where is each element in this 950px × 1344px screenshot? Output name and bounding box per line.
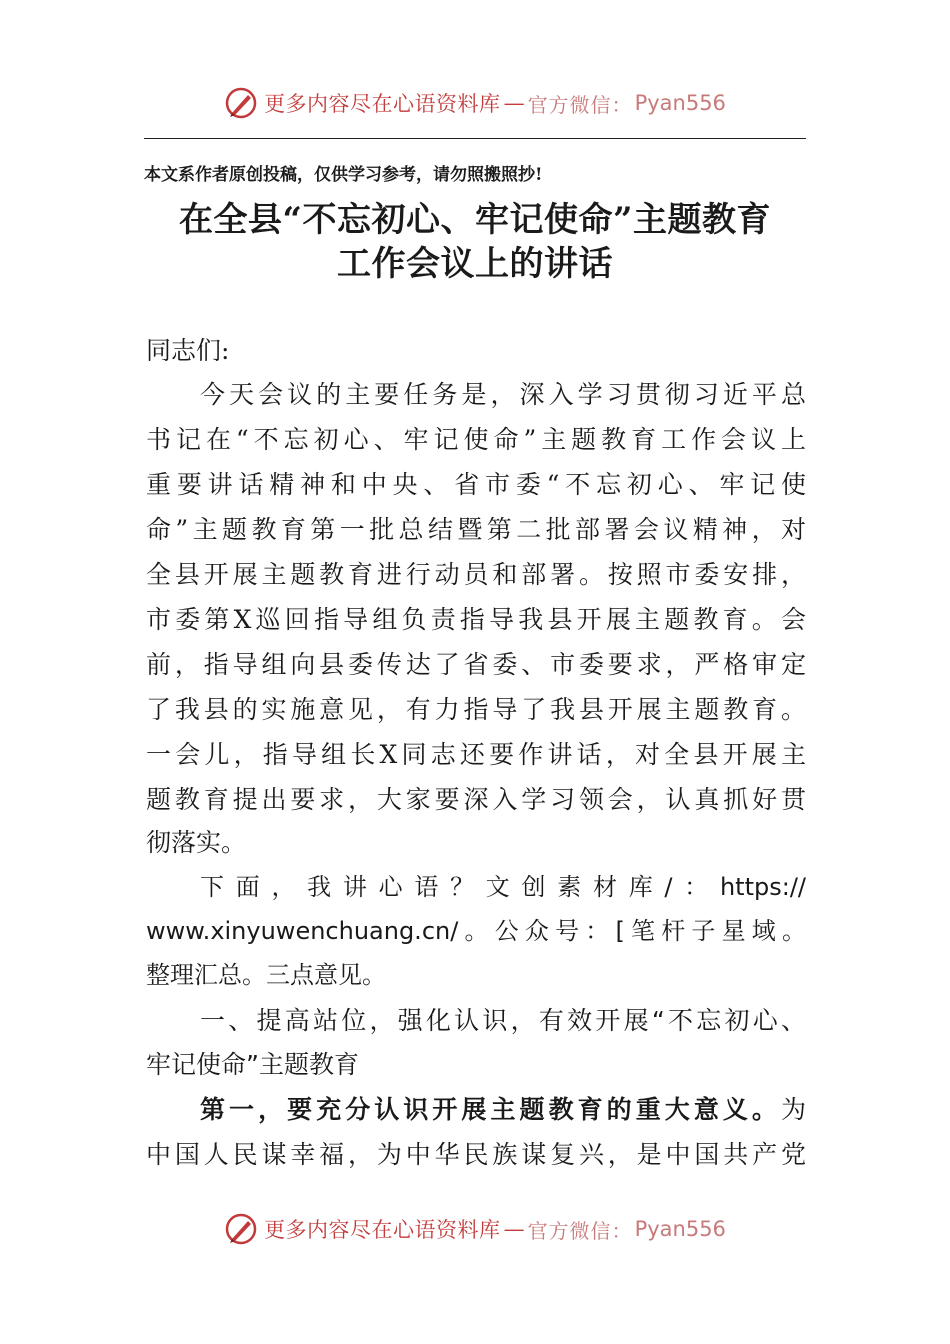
paragraph-line: www.xinyuwenchuang.cn/。公众号：[笔杆子星域。 (146, 917, 806, 945)
paragraph-line (200, 1088, 806, 1132)
banner-dash: — (503, 1217, 525, 1241)
banner-official-label: 官方微信： (527, 1218, 633, 1243)
paragraph-line: 了我县的实施意见，有力指导了我县开展主题教育。 (146, 695, 806, 724)
paragraph-line: 重要讲话精神和中央、省市委“不忘初心、牢记使 (146, 470, 806, 499)
paragraph-line: 前，指导组向县委传达了省委、市委要求，严格审定 (146, 650, 806, 679)
banner-official-label: 官方微信： (527, 92, 633, 117)
subheading-bold: 第一，要充分认识开展主题教育的重大意义。 (200, 1095, 781, 1124)
pen-logo-icon (224, 1212, 258, 1246)
paragraph-line: 一会儿，指导组长X同志还要作讲话，对全县开展主 (146, 740, 806, 769)
section-heading-line: 一、提高站位，强化认识，有效开展“不忘初心、 (200, 1006, 806, 1035)
banner-brand-text: 更多内容尽在心语资料库 (264, 92, 501, 116)
paragraph-line: 全县开展主题教育进行动员和部署。按照市委安排， (146, 560, 806, 589)
footer-banner (0, 1209, 950, 1249)
pen-logo-icon (224, 86, 258, 120)
paragraph-line: 整理汇总。三点意见。 (146, 961, 386, 989)
header-rule (144, 138, 806, 139)
paragraph-line: 彻落实。 (146, 828, 247, 857)
paragraph-line: 中国人民谋幸福，为中华民族谋复兴，是中国共产党 (146, 1140, 806, 1169)
banner-brand-text: 更多内容尽在心语资料库 (264, 1218, 501, 1242)
banner-wechat-id: Pyan556 (634, 1217, 726, 1241)
section-heading-line: 牢记使命”主题教育 (146, 1050, 359, 1079)
paragraph-line: 命”主题教育第一批总结暨第二批部署会议精神，对 (146, 515, 806, 544)
page-title-line-2: 工作会议上的讲话 (337, 244, 613, 284)
paragraph-line: 市委第X巡回指导组负责指导我县开展主题教育。会 (146, 605, 806, 634)
salutation: 同志们: (146, 336, 230, 365)
paragraph-line: 书记在“不忘初心、牢记使命”主题教育工作会议上 (146, 425, 806, 454)
paragraph-line: 今天会议的主要任务是，深入学习贯彻习近平总 (200, 380, 806, 409)
paragraph-line: 题教育提出要求，大家要深入学习领会，认真抓好贯 (146, 785, 806, 814)
page-title-line-1: 在全县“不忘初心、牢记使命”主题教育 (178, 200, 772, 240)
banner-dash: — (503, 91, 525, 115)
paragraph-text: 为 (780, 1095, 806, 1124)
header-banner (0, 83, 950, 123)
paragraph-line: 下面，我讲心语？文创素材库/：https:// (200, 873, 806, 901)
banner-wechat-id: Pyan556 (634, 91, 726, 115)
copyright-notice: 本文系作者原创投稿，仅供学习参考，请勿照搬照抄! (144, 165, 543, 185)
